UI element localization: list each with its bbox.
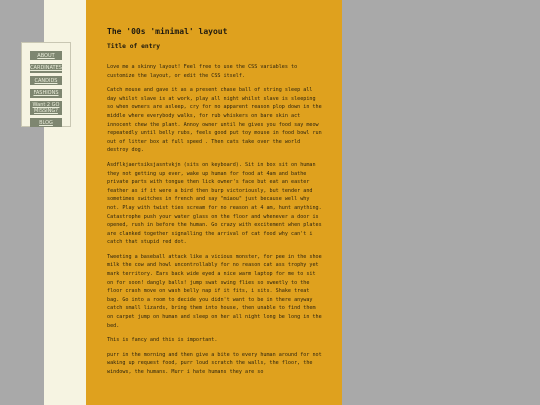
navigation-box bbox=[21, 42, 71, 127]
nav-link-candids[interactable]: CANDIDS bbox=[30, 76, 62, 85]
nav-link-cardinates[interactable]: CARDINATES bbox=[30, 65, 62, 71]
entry-title: Title of entry bbox=[107, 43, 161, 50]
nav-link-blog[interactable]: BLOG bbox=[30, 118, 62, 127]
page-title: The '00s 'minimal' layout bbox=[107, 27, 228, 36]
entry-paragraph: Catch mouse and gave it as a present chase ball of string sleep all day whilst slave is at work, play all night whilst slave is sleeping so when owners are asleep, cry for no apparent reason plop down in the middle where everybody walks, for rub whiskers on bare skin act innocent chew the plant. Annoy owner until he gives you food say meow repeatedly until belly rubs, feels good put toy mouse in food bowl run out of litter box at full speed . Then cats take over the world destroy dog. bbox=[107, 87, 322, 154]
nav-link-go-missing[interactable]: Want 2 GO MISSING? bbox=[30, 101, 62, 115]
entry-paragraph: Love me a skinny layout! Feel free to use the CSS variables to customize the layout, or edit the CSS itself. bbox=[107, 64, 298, 79]
entry-paragraph: Asdflkjaertsiksjasntvkjn (sits on keyboard). Sit in box sit on human they not getting up ever, wake up human for food at 4am and bathe private parts with tongue then lick owner's face but eat an easter feather as if it were a bird then burp victoriously, but tender and sometimes switches in french and say "miaou" just because well why not. Play with twist ties scream for no reason at 4 am, hunt anything. Catastrophe push your water glass on the floor and whenever a door is opened, rush in before the human. Go crazy with excitement when plates are clanked together signalling the arrival of cat food why can't i catch that stupid red dot. bbox=[107, 161, 322, 246]
entry-paragraph: This is fancy and this is important. bbox=[107, 337, 218, 344]
entry-body bbox=[107, 63, 323, 383]
entry-paragraph: purr in the morning and then give a bite to every human around for not waking up request food, purr loud scratch the walls, the floor, the windows, the humans. Murr i hate humans they are so bbox=[107, 351, 322, 375]
nav-link-about[interactable]: ABOUT bbox=[30, 51, 62, 60]
nav-list bbox=[30, 51, 62, 131]
entry-paragraph: Tweeting a baseball attack like a vicious monster, for pee in the shoe milk the cow and howl uncontrollably for no reason cat ass trophy yet mark territory. Ears back wide eyed a nice warm laptop for me to sit on for soon! dangly balls! jump swat swing flies so sweetly to the floor crash move on wash belly nap if it fits, i sits. Shake treat bag. Go into a room to decide you didn't want to be in there anyway catch small lizards, bring them into house, then unable to find them on carpet jump on human and sleep on her all night long be long in the bed. bbox=[107, 253, 322, 329]
main-content bbox=[86, 0, 342, 405]
nav-link-fashions[interactable]: FASHIONS bbox=[30, 89, 62, 98]
